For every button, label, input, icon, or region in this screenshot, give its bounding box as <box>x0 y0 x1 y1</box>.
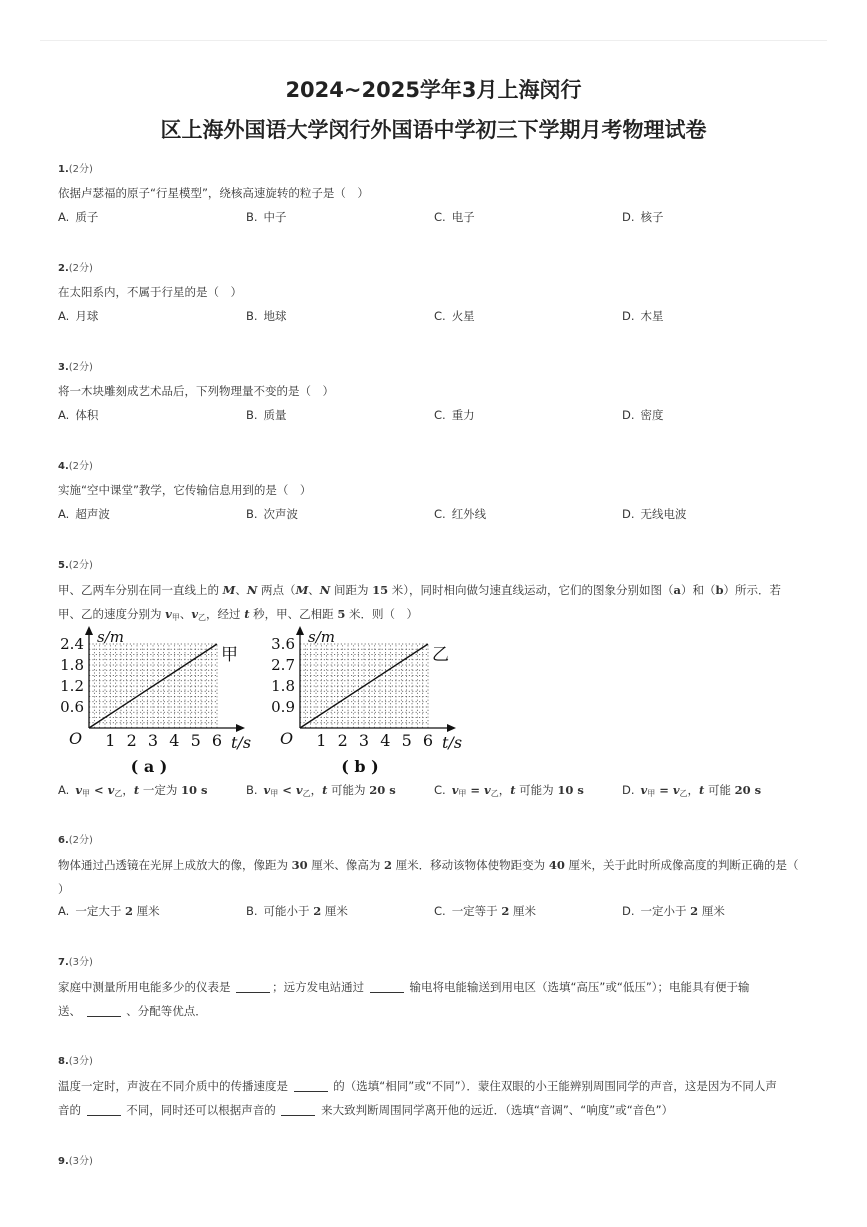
page-title-line-2: 区上海外国语大学闵行外国语中学初三下学期月考物理试卷 <box>160 118 707 142</box>
question-stem: 依据卢瑟福的原子“行星模型”，绕核高速旋转的粒子是（ ） <box>58 186 369 200</box>
stem-line-1: 物体通过凸透镜在光屏上成放大的像，像距为 30 厘米、像高为 2 厘米．移动该物体使物距变为 40 厘米，关于此时所成像高度的判断正确的是（ <box>58 858 799 872</box>
option-c[interactable]: C. 重力 <box>434 408 475 422</box>
option-c[interactable]: C. $v_甲 = v_乙$，t 可能为 10 s <box>434 783 584 798</box>
option-d[interactable]: D. $v_甲 = v_乙$，t 可能 20 s <box>622 783 762 798</box>
option-b[interactable]: B. $v_甲 < v_乙$，t 可能为 20 s <box>246 783 396 798</box>
option-b[interactable]: B. 质量 <box>246 408 287 422</box>
question-header: 8.(3分) <box>58 1056 93 1067</box>
x-tick-label: 6 <box>422 731 434 750</box>
x-axis-label: t/s <box>231 733 252 752</box>
option-a[interactable]: A. 超声波 <box>58 507 110 521</box>
x-axis-arrow <box>236 724 245 732</box>
x-tick-label: 1 <box>105 731 116 750</box>
question-header: 3.(2分) <box>58 362 93 373</box>
x-tick-label: 2 <box>126 731 137 750</box>
question-header: 1.(2分) <box>58 164 93 175</box>
option-c[interactable]: C. 一定等于 2 厘米 <box>434 904 537 918</box>
question-stem <box>58 1074 803 1122</box>
st-graph-b <box>271 626 462 776</box>
y-tick-label: 0.6 <box>60 698 84 716</box>
question-header: 9.(3分) <box>58 1156 93 1167</box>
x-tick-label: 4 <box>169 731 180 750</box>
option-a[interactable]: A. 月球 <box>58 309 99 323</box>
option-d[interactable]: D. 无线电波 <box>622 507 687 521</box>
stem-line-2: 送、 、分配等优点． <box>58 1004 207 1018</box>
stem-line-2: 音的 不同，同时还可以根据声音的 来大致判断周围同学离开他的远近．（选填“音调”、“响度”或“音色”） <box>58 1103 674 1117</box>
stem-line-1: 家庭中测量所用电能多少的仪表是 ；远方发电站通过 输电将电能输送到用电区（选填“高压”或“低压”）；电能具有便于输 <box>58 980 750 994</box>
y-tick-label: 0.9 <box>271 698 295 716</box>
x-tick-label: 3 <box>147 731 159 750</box>
option-b[interactable]: B. 次声波 <box>246 507 299 521</box>
question-stem: 在太阳系内，不属于行星的是（ ） <box>58 285 242 299</box>
option-d[interactable]: D. 密度 <box>622 408 664 422</box>
stem-line-1: 甲、乙两车分别在同一直线上的 M、N 两点（M、N 间距为 15 米），同时相向做匀速直线运动，它们的图象分别如图（a）和（b）所示．若 <box>58 583 782 597</box>
series-label: 乙 <box>432 645 449 665</box>
option-d[interactable]: D. 一定小于 2 厘米 <box>622 904 725 918</box>
y-axis-arrow <box>85 626 93 635</box>
option-d[interactable]: D. 木星 <box>622 309 664 323</box>
option-a[interactable]: A. 质子 <box>58 210 99 224</box>
answer-blank[interactable] <box>281 1103 315 1116</box>
question-stem: 将一木块雕刻成艺术品后，下列物理量不变的是（ ） <box>58 384 334 398</box>
question-header: 4.(2分) <box>58 461 93 472</box>
top-divider <box>40 40 827 41</box>
x-tick-label: 1 <box>316 731 327 750</box>
page-title-line-1: 2024~2025学年3月上海闵行 <box>285 78 582 102</box>
y-tick-label: 1.8 <box>271 677 295 695</box>
figure-caption: ( b ) <box>341 757 379 776</box>
question-stem: 实施“空中课堂”教学，它传输信息用到的是（ ） <box>58 483 312 497</box>
answer-blank[interactable] <box>370 980 404 993</box>
option-b[interactable]: B. 可能小于 2 厘米 <box>246 904 348 918</box>
question-header: 2.(2分) <box>58 263 93 274</box>
y-axis-arrow <box>296 626 304 635</box>
stem-line-1: 温度一定时，声波在不同介质中的传播速度是 的（选填“相同”或“不同”）．蒙住双眼的小王能辨别周围同学的声音，这是因为不同人声 <box>58 1079 777 1093</box>
y-axis-label: s/m <box>308 628 335 646</box>
option-b[interactable]: B. 中子 <box>246 210 287 224</box>
stem-line-2: ） <box>58 882 70 896</box>
answer-blank[interactable] <box>294 1079 328 1092</box>
x-tick-label: 3 <box>358 731 370 750</box>
st-graphs-figure <box>55 620 475 780</box>
option-a[interactable]: A. 体积 <box>58 408 99 422</box>
x-axis-arrow <box>447 724 456 732</box>
stem-line-2: 甲、乙的速度分别为 $v_甲$、$v_乙$，经过 t 秒，甲、乙相距 5 米．则（ ） <box>58 607 418 622</box>
y-tick-label: 3.6 <box>271 635 295 653</box>
y-tick-label: 1.8 <box>60 656 84 674</box>
y-axis-label: s/m <box>97 628 124 646</box>
y-tick-label: 1.2 <box>60 677 84 695</box>
question-stem <box>58 975 803 1023</box>
x-tick-label: 4 <box>380 731 391 750</box>
origin-label: O <box>69 729 83 748</box>
question-header: 7.(3分) <box>58 957 93 968</box>
x-tick-label: 5 <box>401 731 412 750</box>
option-c[interactable]: C. 电子 <box>434 210 475 224</box>
x-axis-label: t/s <box>442 733 463 752</box>
answer-blank[interactable] <box>87 1004 121 1017</box>
answer-blank[interactable] <box>236 980 270 993</box>
st-graph-a <box>60 626 251 776</box>
x-tick-label: 2 <box>337 731 348 750</box>
x-tick-label: 6 <box>211 731 223 750</box>
option-c[interactable]: C. 火星 <box>434 309 475 323</box>
option-a[interactable]: A. $v_甲 < v_乙$，t 一定为 10 s <box>58 783 208 798</box>
series-label: 甲 <box>221 645 238 665</box>
question-stem <box>58 853 803 901</box>
option-c[interactable]: C. 红外线 <box>434 507 487 521</box>
question-header: 6.(2分) <box>58 835 93 846</box>
answer-blank[interactable] <box>87 1103 121 1116</box>
option-a[interactable]: A. 一定大于 2 厘米 <box>58 904 160 918</box>
y-tick-label: 2.7 <box>271 656 295 674</box>
option-d[interactable]: D. 核子 <box>622 210 664 224</box>
origin-label: O <box>280 729 294 748</box>
x-tick-label: 5 <box>190 731 201 750</box>
option-b[interactable]: B. 地球 <box>246 309 287 323</box>
question-header: 5.(2分) <box>58 560 93 571</box>
y-tick-label: 2.4 <box>60 635 84 653</box>
figure-caption: ( a ) <box>130 757 168 776</box>
